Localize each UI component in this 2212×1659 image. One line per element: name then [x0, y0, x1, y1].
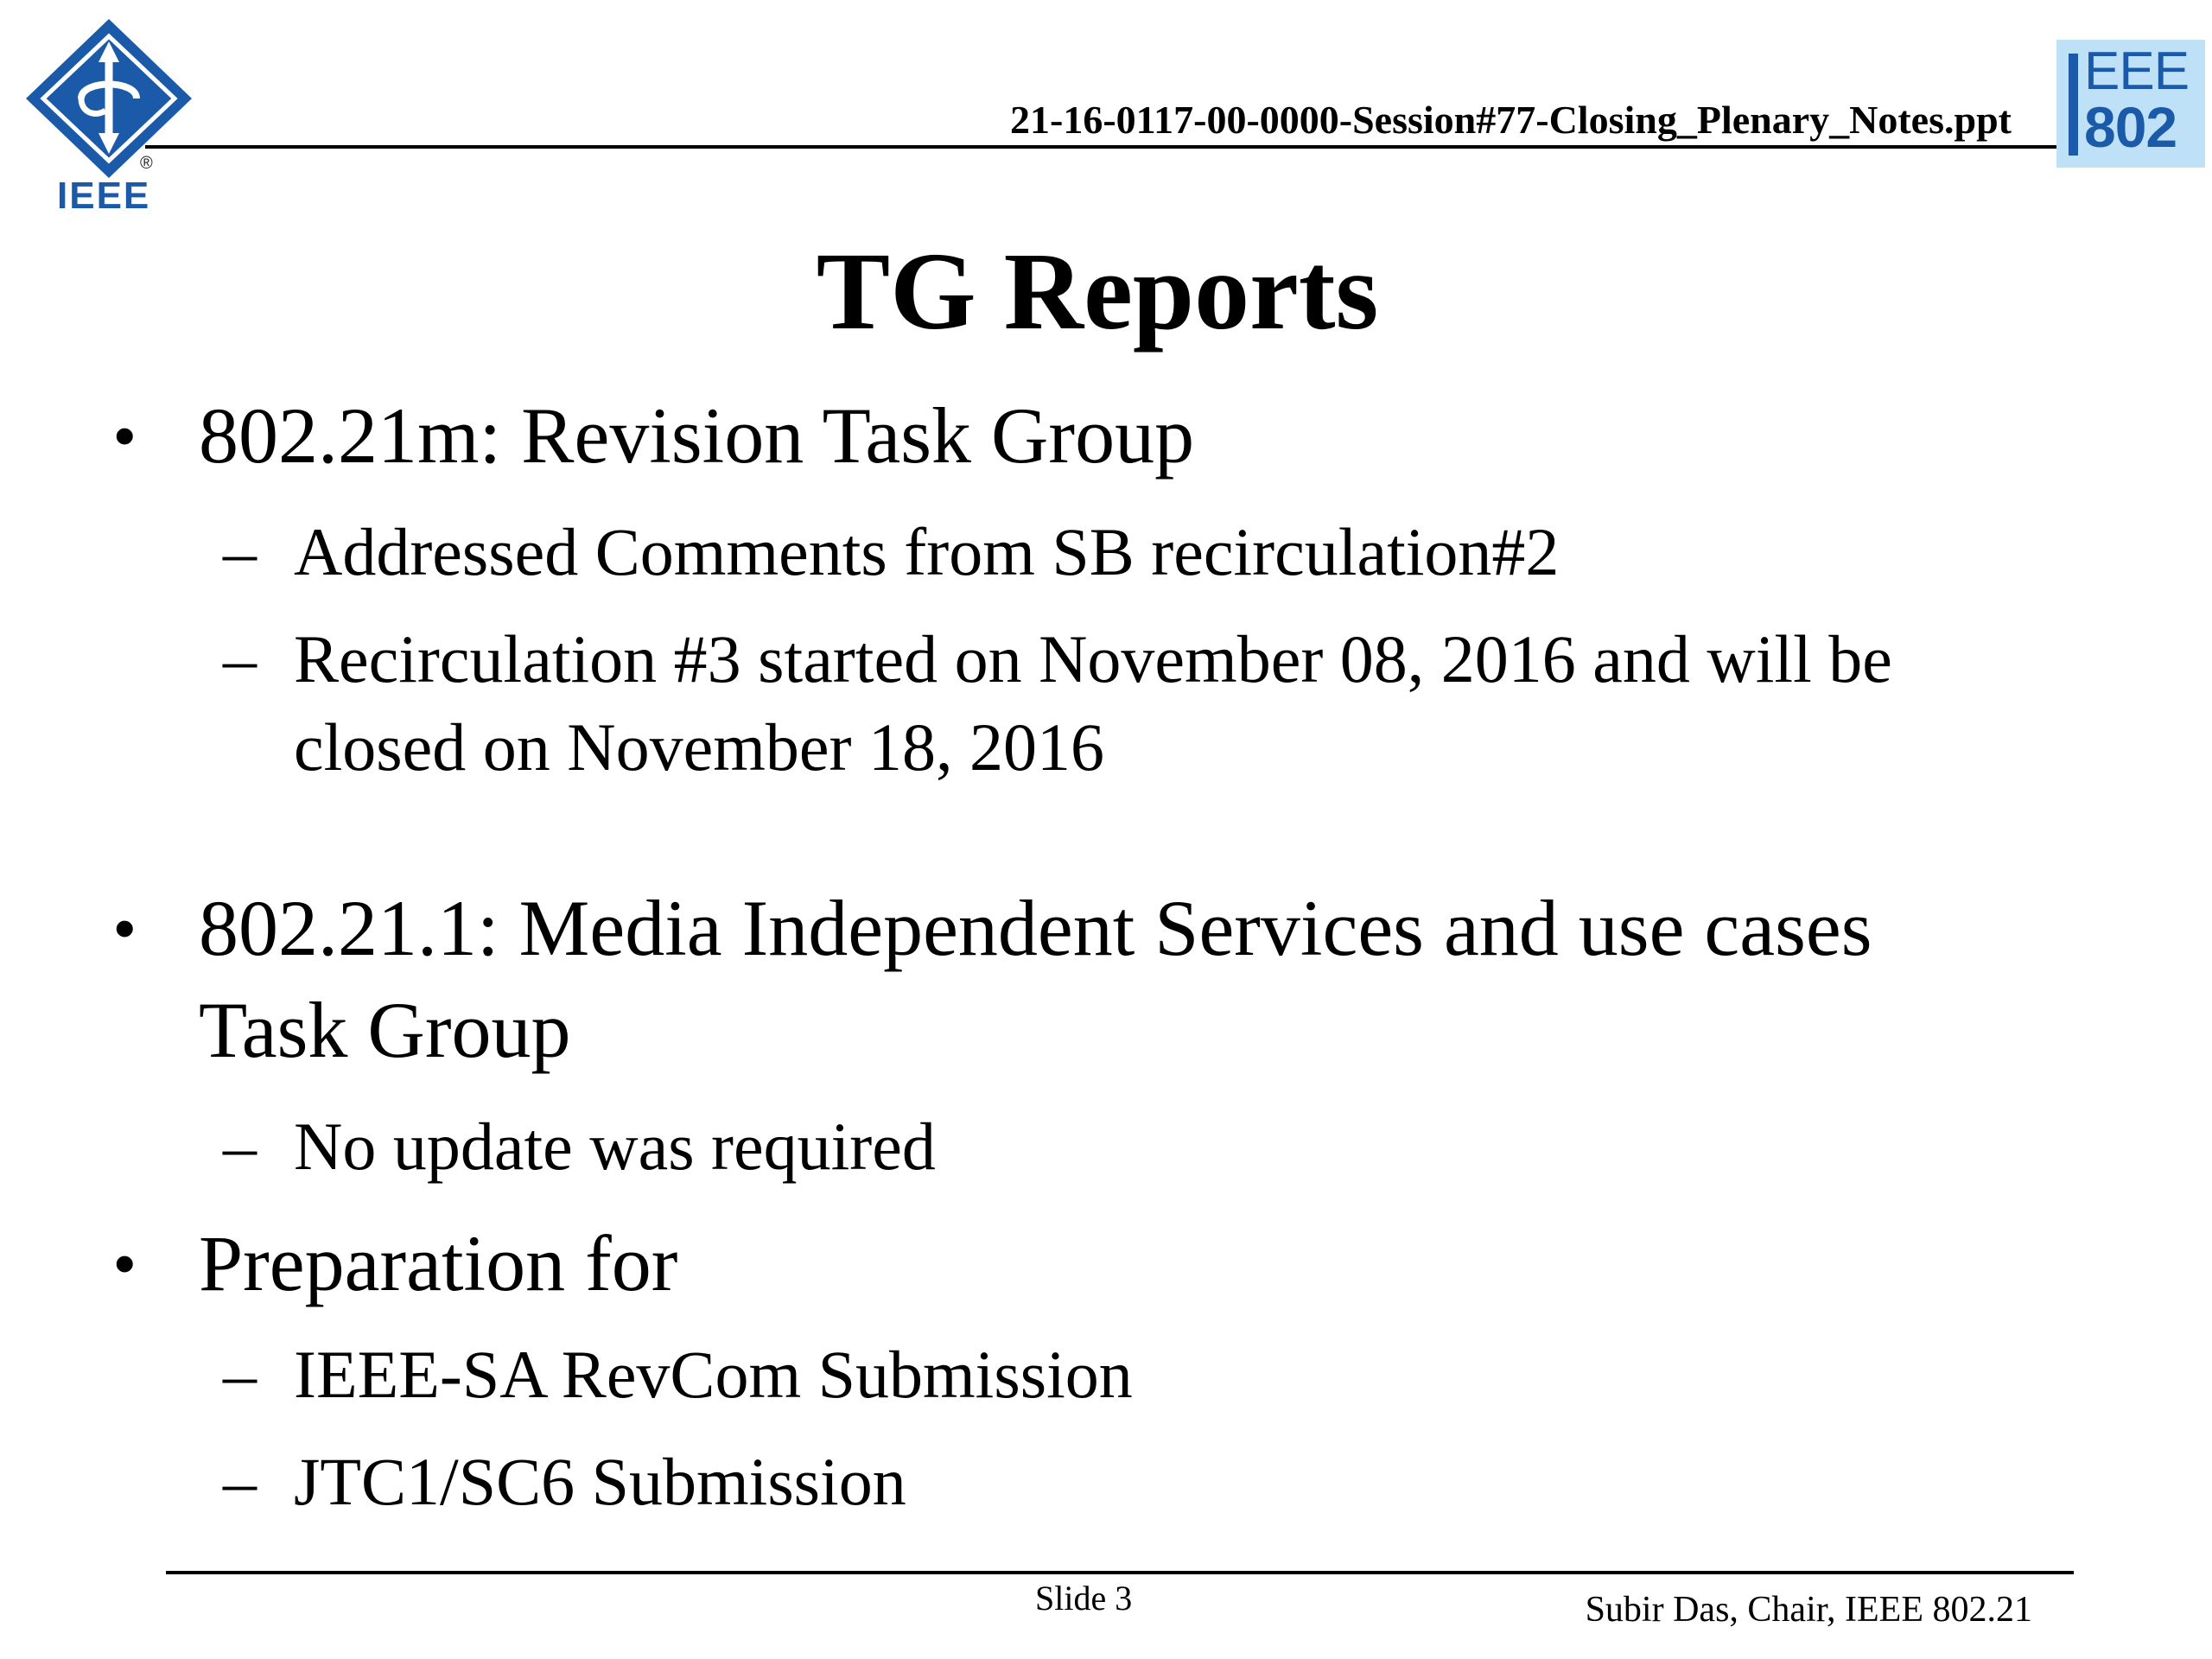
- slide-number: Slide 3: [1035, 1579, 1133, 1618]
- slide-title: TG Reports: [816, 230, 1379, 353]
- bullet-marker: •: [114, 1230, 136, 1297]
- bullet-3-subitem-2: JTC1/SC6 Submission: [294, 1444, 906, 1519]
- ieee-wordmark: IEEE: [57, 175, 151, 217]
- bullet-1-text: 802.21m: Revision Task Group: [199, 391, 1195, 480]
- subitem-dash: –: [223, 621, 257, 696]
- document-filename: 21-16-0117-00-0000-Session#77-Closing_Plenary_Notes.ppt: [1010, 98, 2012, 142]
- ieee-802-logo-eee: EEE: [2084, 41, 2190, 101]
- bullet-1-subitem-2-line-2: closed on November 18, 2016: [294, 709, 1104, 785]
- ieee-802-logo: [2056, 40, 2205, 168]
- bullet-1-subitem-1: Addressed Comments from SB recirculation#2: [294, 514, 1560, 589]
- ieee-diamond-icon: [22, 16, 200, 180]
- bullet-2-text-line-2: Task Group: [199, 986, 571, 1074]
- subitem-dash: –: [223, 514, 257, 589]
- bullet-2-subitem-1: No update was required: [294, 1109, 936, 1184]
- subitem-dash: –: [223, 1444, 257, 1519]
- bullet-3-text: Preparation for: [199, 1219, 678, 1307]
- subitem-dash: –: [223, 1109, 257, 1184]
- bullet-1-subitem-2-line-1: Recirculation #3 started on November 08, 2016 and will be: [294, 621, 1892, 696]
- header-divider: [145, 145, 2056, 149]
- footer-divider: [166, 1571, 2074, 1574]
- registered-mark: ®: [140, 154, 153, 173]
- ieee-802-logo-bar: [2069, 54, 2078, 156]
- bullet-2-text-line-1: 802.21.1: Media Independent Services and use cases: [199, 884, 1872, 972]
- bullet-marker: •: [114, 402, 136, 469]
- bullet-marker: •: [114, 894, 136, 962]
- bullet-3-subitem-1: IEEE-SA RevCom Submission: [294, 1337, 1133, 1412]
- subitem-dash: –: [223, 1337, 257, 1412]
- footer-author: Subir Das, Chair, IEEE 802.21: [1585, 1590, 2032, 1630]
- ieee-802-logo-number: 802: [2084, 95, 2177, 159]
